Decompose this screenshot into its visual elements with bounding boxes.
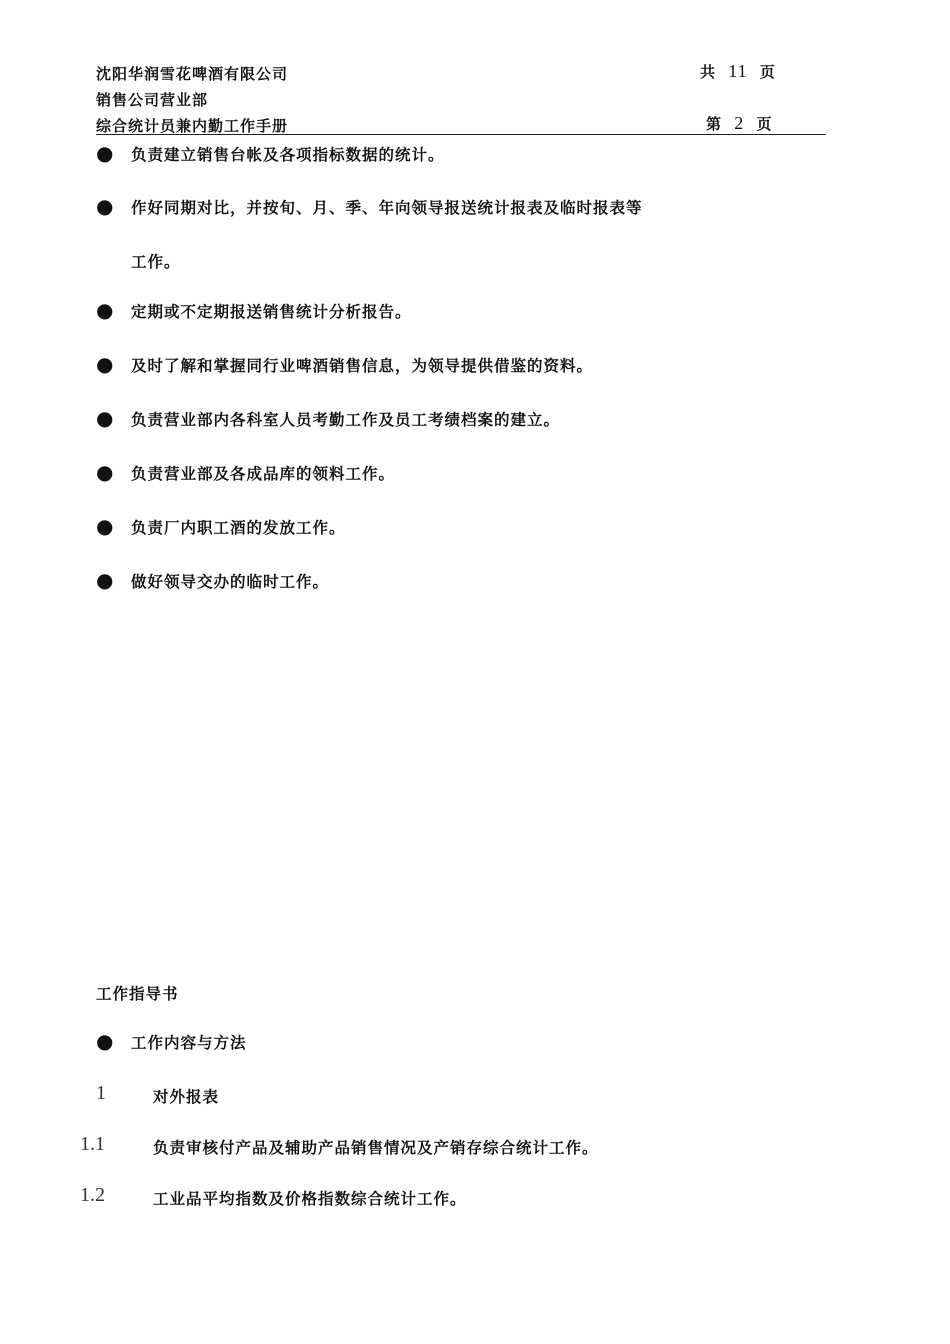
- bullet-icon: ●: [96, 406, 114, 430]
- department-name: 销售公司营业部: [96, 91, 209, 109]
- section-text: 负责审核付产品及辅助产品销售情况及产销存综合统计工作。: [153, 1139, 599, 1157]
- duty-item: 负责营业部及各成品库的领料工作。: [131, 465, 396, 483]
- total-pages-value: 11: [728, 61, 748, 81]
- bullet-icon: ●: [96, 568, 114, 592]
- total-pages: [700, 61, 776, 82]
- page-number-value: 2: [734, 113, 745, 133]
- bullet-icon: ●: [96, 298, 114, 322]
- duty-item: 及时了解和掌握同行业啤酒销售信息，为领导提供借鉴的资料。: [131, 357, 594, 375]
- duty-item: 负责建立销售台帐及各项指标数据的统计。: [131, 146, 445, 164]
- bullet-icon: ●: [96, 514, 114, 538]
- section-text: 工业品平均指数及价格指数综合统计工作。: [153, 1190, 467, 1208]
- total-label-post: 页: [759, 63, 776, 81]
- bullet-icon: ●: [96, 194, 114, 218]
- company-name: 沈阳华润雪花啤酒有限公司: [96, 65, 289, 83]
- bullet-icon: ●: [96, 352, 114, 376]
- duty-item: 做好领导交办的临时工作。: [131, 573, 330, 591]
- duty-item: 定期或不定期报送销售统计分析报告。: [131, 303, 412, 321]
- duty-item-continuation: 工作。: [131, 253, 181, 271]
- duty-item: 负责营业部内各科室人员考勤工作及员工考绩档案的建立。: [131, 411, 561, 429]
- bullet-icon: ●: [96, 141, 114, 165]
- header-divider: [96, 134, 826, 135]
- bullet-icon: ●: [96, 1029, 114, 1053]
- section-text: 对外报表: [153, 1088, 220, 1106]
- page-label-pre: 第: [706, 115, 723, 133]
- bullet-icon: ●: [96, 460, 114, 484]
- manual-title: 综合统计员兼内勤工作手册: [96, 117, 289, 135]
- page-number: [706, 113, 773, 134]
- section-number: 1: [96, 1082, 106, 1104]
- section-number: 1.1: [80, 1133, 105, 1155]
- section-number: 1.2: [80, 1184, 105, 1206]
- duty-item: 负责厂内职工酒的发放工作。: [131, 519, 346, 537]
- guide-subtitle: 工作内容与方法: [131, 1034, 247, 1052]
- page-label-post: 页: [756, 115, 773, 133]
- guide-title: 工作指导书: [96, 985, 179, 1003]
- duty-item: 作好同期对比，并按旬、月、季、年向领导报送统计报表及临时报表等: [131, 199, 643, 217]
- total-label-pre: 共: [700, 63, 717, 81]
